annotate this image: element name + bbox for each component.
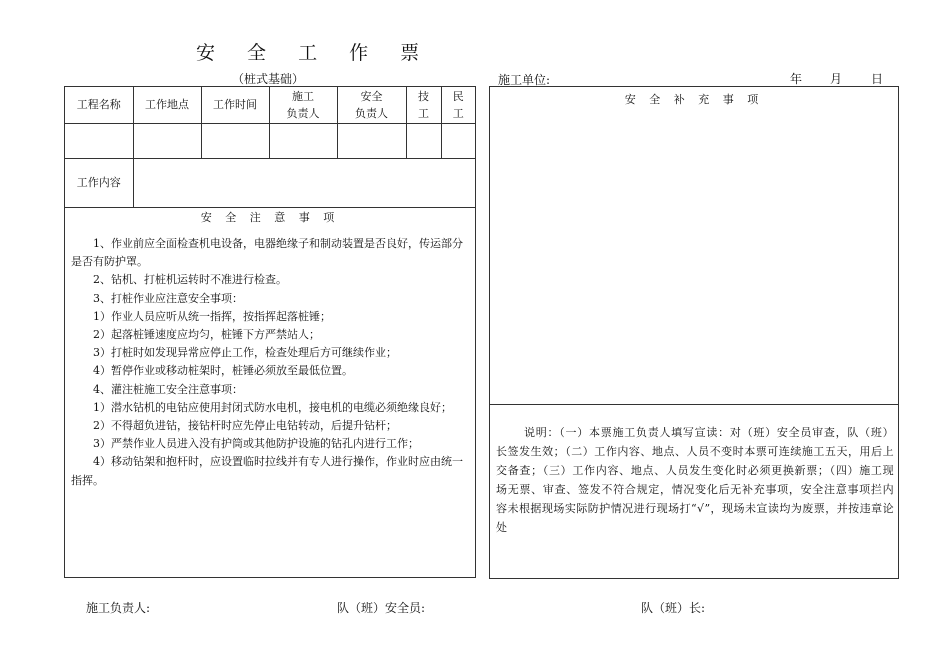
header-work-time: 工作时间 <box>201 87 269 123</box>
supplement-panel <box>489 86 899 579</box>
laborer-cell[interactable] <box>441 123 475 158</box>
construction-unit-label: 施工单位: <box>498 73 551 87</box>
page-subtitle: （桩式基础） <box>232 72 305 86</box>
ticket-explanation: 说明：（一）本票施工负责人填写宣读：对（班）安全员审查，队（班）长签发生效；（二）工作内容、地点、人员不变时本票可连续施工五天，用后上交备查；（三）工作内容、地点、人员发生变化时必须更换新票；（四）施工现场无票、审查、签发不符合规定，情况变化后无补充事项，安全注意事项拦内容未根据现场实际防护情况进行现场打“√”，现场未宣读均为废票，并按违章论处 <box>496 426 894 534</box>
supplement-divider <box>490 404 898 405</box>
work-location-cell[interactable] <box>133 123 201 158</box>
work-info-table <box>65 87 475 208</box>
day-label: 日 <box>871 72 884 86</box>
note-item: 4、灌注桩施工安全注意事项： <box>93 382 243 396</box>
month-label: 月 <box>830 72 843 86</box>
safety-officer-signature-label: 队（班）安全员: <box>337 601 426 615</box>
note-item: 1、作业前应全面检查机电设备，电器绝缘子和制动装置是否良好，传运部分是否有防护罩。 <box>71 237 463 269</box>
technician-cell[interactable] <box>406 123 441 158</box>
note-item: 2）不得超负进钻，接钻杆时应先停止电钻转动，后提升钻杆； <box>93 419 397 433</box>
team-lead-signature-label: 队（班）长: <box>641 601 706 615</box>
supplement-title: 安 全 补 充 事 项 <box>624 93 764 106</box>
work-content-cell[interactable] <box>133 158 475 207</box>
note-item: 3、打桩作业应注意安全事项： <box>93 291 243 305</box>
note-item: 1）潜水钻机的电钻应使用封闭式防水电机，接电机的电缆必须绝缘良好； <box>93 400 452 414</box>
header-work-location: 工作地点 <box>133 87 201 123</box>
page-title: 安 全 工 作 票 <box>196 42 433 64</box>
note-item: 2）起落桩锤速度应均匀，桩锤下方严禁站人； <box>93 328 320 342</box>
safety-lead-cell[interactable] <box>337 123 406 158</box>
work-content-label: 工作内容 <box>65 158 133 207</box>
note-item: 1）作业人员应听从统一指挥，按指挥起落桩锤； <box>93 309 331 323</box>
table-entry-row <box>65 123 475 158</box>
note-item: 4）移动钻架和抱杆时，应设置临时拉线并有专人进行操作，作业时应由统一指挥。 <box>71 455 463 487</box>
work-time-cell[interactable] <box>201 123 269 158</box>
header-technician: 技 工 <box>406 87 441 123</box>
header-laborer: 民 工 <box>441 87 475 123</box>
table-header-row <box>65 87 475 123</box>
note-item: 3）严禁作业人员进入没有护筒或其他防护设施的钻孔内进行工作； <box>93 437 419 451</box>
construction-lead-cell[interactable] <box>269 123 337 158</box>
header-project-name: 工程名称 <box>65 87 133 123</box>
header-safety-lead: 安全 负责人 <box>337 87 406 123</box>
note-item: 3）打桩时如发现异常应停止工作，检查处理后方可继续作业； <box>93 346 397 360</box>
project-name-cell[interactable] <box>65 123 133 158</box>
work-content-row <box>65 158 475 207</box>
construction-lead-signature-label: 施工负责人: <box>86 601 151 615</box>
safety-notes-list <box>71 235 471 490</box>
work-ticket-panel <box>64 86 476 578</box>
note-item: 4）暂停作业或移动桩架时，桩锤必须放至最低位置。 <box>93 364 353 378</box>
header-construction-lead: 施工 负责人 <box>269 87 337 123</box>
year-label: 年 <box>790 72 803 86</box>
note-item: 2、钻机、打桩机运转时不准进行检查。 <box>93 273 287 287</box>
safety-notes-title: 安 全 注 意 事 项 <box>200 211 340 224</box>
